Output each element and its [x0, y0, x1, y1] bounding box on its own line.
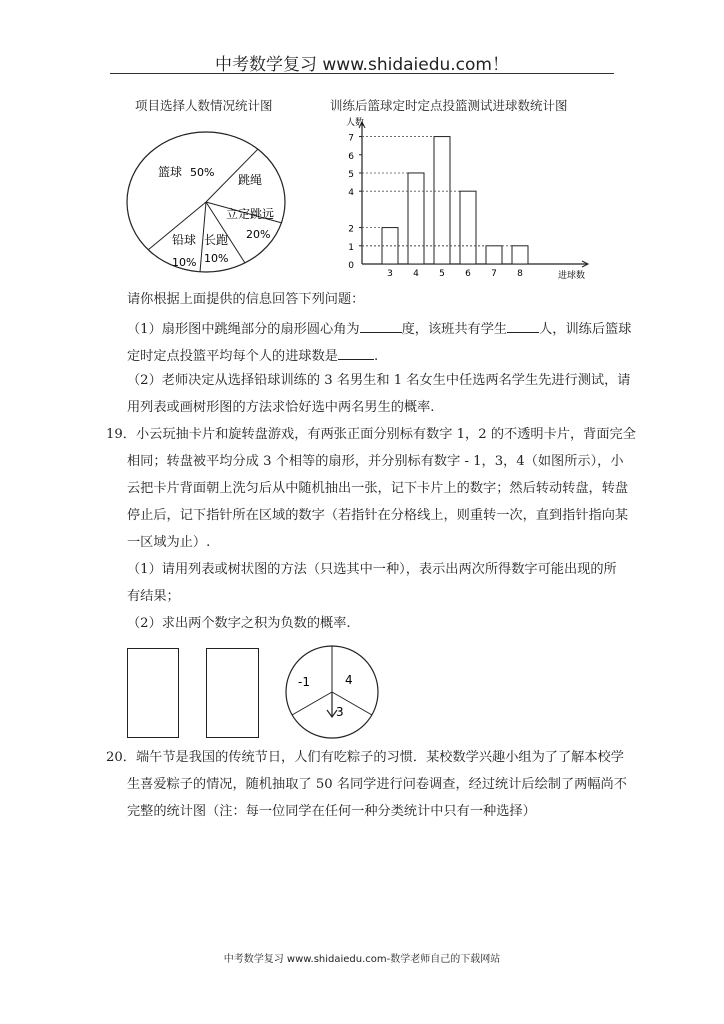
pie-chart — [118, 118, 308, 288]
q18-p1-text-b: 度，该班共有学生 — [401, 322, 508, 337]
card-1 — [127, 648, 179, 738]
q18-part2-line2: 用列表或画树形图的方法求恰好选中两名男生的概率. — [127, 400, 435, 415]
y-tick-label: 0 — [348, 261, 354, 271]
q18-p1-text-d: 定时定点投篮平均每个人的进球数是 — [127, 349, 338, 364]
q18-p1-text-a: （1）扇形图中跳绳部分的扇形圆心角为 — [127, 322, 360, 337]
x-tick-label: 7 — [491, 269, 497, 279]
q18-part2-line1: （2）老师决定从选择铅球训练的 3 名男生和 1 名女生中任选两名学生先进行测试，请 — [127, 373, 631, 388]
page-header: 中考数学复习 www.shidaiedu.com！ — [215, 55, 509, 75]
y-tick-label: 7 — [348, 133, 354, 144]
x-tick-label: 6 — [465, 269, 471, 279]
q19-line8: （2）求出两个数字之积为负数的概率. — [127, 616, 351, 631]
q19-line1: 19．小云玩抽卡片和旋转盘游戏，有两张正面分别标有数字 1，2 的不透明卡片，背面完全 — [106, 427, 636, 442]
q18-p1-text-c: 人，训练后篮球 — [539, 322, 632, 337]
q19-line4: 停止后，记下指针所在区域的数字（若指针在分格线上，则重转一次，直到指针指向某 — [127, 508, 629, 523]
q19-line7: 有结果； — [127, 589, 180, 604]
header-divider — [110, 73, 614, 74]
x-tick-label: 8 — [517, 269, 523, 279]
page-footer: 中考数学复习 www.shidaiedu.com-数学老师自己的下载网站 — [223, 954, 501, 965]
answer-blank-students — [507, 318, 539, 333]
bar — [512, 246, 528, 264]
bar-chart — [338, 112, 618, 280]
pie-value-run: 10% — [204, 252, 229, 265]
y-tick-label: 5 — [348, 169, 354, 180]
spinner-label-4: 4 — [345, 673, 353, 687]
q19-line5: 一区域为止）. — [127, 535, 211, 550]
q18-part1-line1 — [127, 318, 631, 340]
pie-chart-title: 项目选择人数情况统计图 — [135, 98, 273, 113]
bar — [486, 246, 502, 264]
x-tick-label: 5 — [439, 269, 445, 279]
pie-label-jump: 立定跳远 — [226, 207, 275, 221]
bar-chart-title: 训练后篮球定时定点投篮测试进球数统计图 — [330, 98, 568, 113]
pie-value-basketball: 50% — [190, 166, 215, 179]
answer-blank-angle — [360, 318, 402, 333]
bar — [460, 191, 476, 264]
y-tick-label: 2 — [348, 224, 354, 235]
q20-line3: 完整的统计图（注：每一位同学在任何一种分类统计中只有一种选择） — [127, 804, 536, 819]
x-tick-label: 4 — [413, 269, 419, 279]
card-2 — [206, 648, 259, 738]
q20-line1: 20．端午节是我国的传统节日，人们有吃粽子的习惯．某校数学兴趣小组为了了解本校学 — [106, 750, 624, 765]
pie-label-run: 长跑 — [204, 233, 229, 247]
spinner-label-3: 3 — [336, 705, 344, 719]
q19-line2: 相同；转盘被平均分成 3 个相等的扇形，并分别标有数字 - 1，3，4（如图所示），小 — [127, 454, 624, 469]
pie-label-rope: 跳绳 — [238, 173, 263, 187]
pie-value-shotput: 10% — [172, 256, 197, 269]
x-axis-title: 进球数 — [558, 271, 586, 280]
y-tick-label: 6 — [348, 151, 354, 162]
pie-label-shotput: 铅球 — [172, 233, 197, 247]
x-tick-label: 3 — [387, 269, 393, 279]
q18-intro: 请你根据上面提供的信息回答下列问题： — [127, 292, 365, 307]
q19-line6: （1）请用列表或树状图的方法（只选其中一种），表示出两次所得数字可能出现的所 — [127, 562, 617, 577]
q19-line3: 云把卡片背面朝上洗匀后从中随机抽出一张，记下卡片上的数字；然后转动转盘，转盘 — [127, 481, 629, 496]
pie-label-basketball: 篮球 — [158, 165, 183, 179]
spinner-label-neg1: -1 — [298, 675, 310, 689]
y-axis-title: 人数 — [346, 118, 365, 128]
pie-value-jump: 20% — [246, 228, 271, 241]
q18-p1-text-e: . — [374, 349, 379, 364]
bar — [434, 137, 450, 264]
y-tick-label: 4 — [348, 188, 354, 199]
answer-blank-average — [338, 345, 374, 360]
spinner-wheel — [284, 644, 380, 740]
y-tick-label: 1 — [348, 242, 354, 253]
bar — [408, 173, 424, 264]
q18-part1-line2 — [127, 345, 378, 367]
q20-line2: 生喜爱粽子的情况，随机抽取了 50 名同学进行问卷调查，经过统计后绘制了两幅尚不 — [127, 777, 627, 792]
